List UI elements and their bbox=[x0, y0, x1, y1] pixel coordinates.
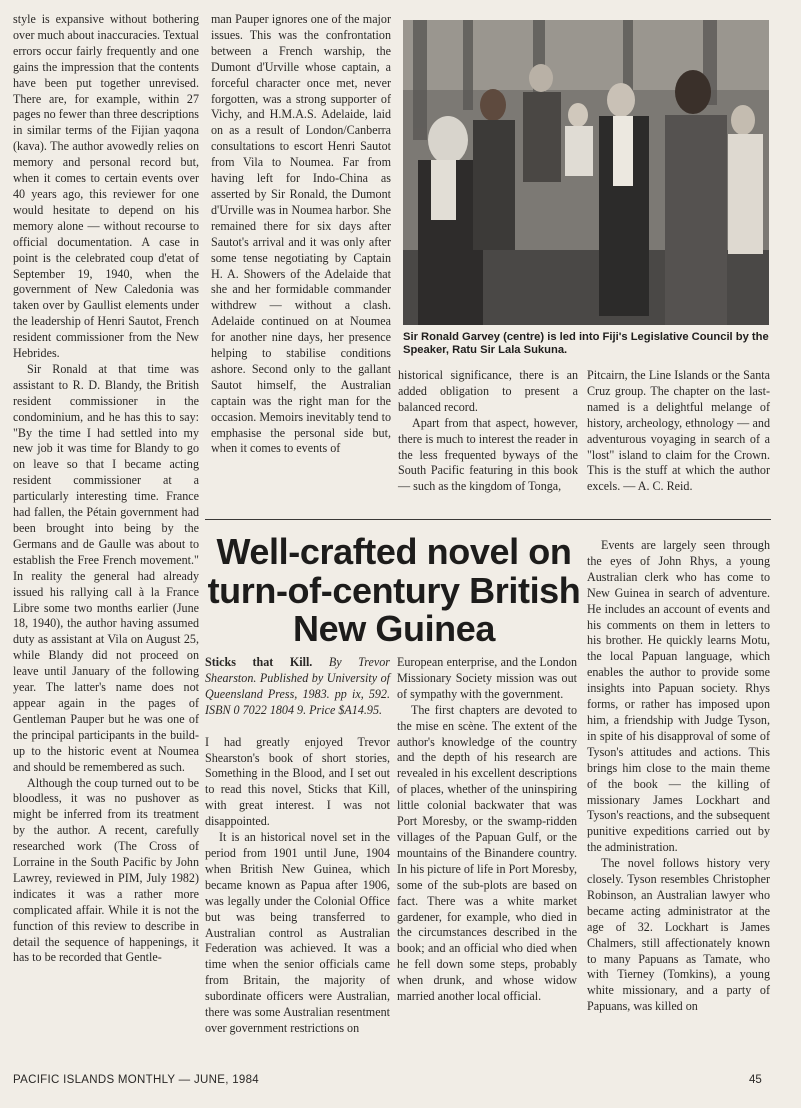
article-paragraph: Events are largely seen through the eyes of John Rhys, a young Australian clerk who has come to New Guinea in search of adventure. He includes an account of events and his comments on them in letters to his brother. He quickly learns Motu, the local Papuan language, which enables the author to provide some insights into Papuan society. Rhys forms, or rather has imposed upon him, a friendship with Judge Tyson, in spite of his disapproval of some of Tyson's attitudes and actions. This brings him close to the main theme of the book — the killing of missionary James Lockhart and Tyson's reactions, and the subsequent punitive expeditions carried out by the administration. bbox=[587, 538, 770, 855]
review-paragraph: Although the coup turned out to be bloodless, it was no pushover as might be inferred from its treatment by the author. A recent, carefully researched work (The Cross of Lorraine in the South Pacific by John Lawrey, reviewed in PIM, July 1982) indicates it was a rather more complicated affair. While it is not the function of this review to describe in detail the sequence of happenings, it has to be recorded that Gentle- bbox=[13, 775, 199, 965]
publication-footer: PACIFIC ISLANDS MONTHLY — JUNE, 1984 bbox=[13, 1074, 259, 1086]
review-column-fourth bbox=[587, 368, 770, 495]
article-column-right bbox=[587, 538, 770, 1015]
review-column-second bbox=[211, 12, 391, 457]
review-paragraph: historical significance, there is an added obligation to present a balanced record. bbox=[398, 368, 578, 414]
photo-caption: Sir Ronald Garvey (centre) is led into Fiji's Legislative Council by the Speaker, Ratu Sir Lala Sukuna. bbox=[403, 331, 769, 356]
review-column-left bbox=[13, 12, 199, 966]
photo-legislative-council bbox=[403, 20, 769, 325]
review-column-third bbox=[398, 368, 578, 495]
review-paragraph: Apart from that aspect, however, there is much to interest the reader in the less frequented byways of the South Pacific featuring in this book — such as the kingdom of Tonga, bbox=[398, 415, 578, 494]
article-headline: Well-crafted novel on turn-of-century British New Guinea bbox=[207, 531, 581, 649]
article-paragraph: The first chapters are devoted to the mise en scène. The extent of the author's knowledge of the country and the depth of his research are revealed in his excellent descriptions of places, whether of the uninspiring little colonial backwater that was Port Moresby, or the swamp-ridden villages of the Papuan Gulf, or the mountains of the Binandere country. In his picture of life in Port Moresby, some of the sub-plots are based on fact. There was a white market gardener, for example, who died in the circumstances described in the book; and an official who died when he fell down some steps, probably when drunk, and whose widow married another local official. bbox=[397, 702, 577, 1004]
book-title: Sticks that Kill. bbox=[205, 655, 313, 669]
article-column-middle bbox=[397, 655, 577, 1005]
review-paragraph: style is expansive without bothering over much about inaccuracies. Textual errors occur fairly frequently and one gains the impression that the contents have been put together unrevised. There are, for example, within 27 pages no fewer than three descriptions in similar terms of the Fijian yaqona (kava). The author avowedly relies on memory and personal record but, when it comes to certain events over 40 years ago, this reviewer for one would hesitate to depend on his memory alone — without recourse to official documentation. A case in point is the celebrated coup d'etat of September 19, 1940, when the government of New Caledonia was taken over by Gaullist elements under the leadership of Henri Sautot, French resident commissioner from the New Hebrides. bbox=[13, 12, 199, 361]
section-divider bbox=[205, 519, 771, 520]
article-paragraph: It is an historical novel set in the period from 1901 until June, 1904 when British New Guinea, which became known as Papua after 1906, was legally under the Colonial Office but was being transferred to Australian control as Australian Federation was achieved. It was a time when the senior officials came from Britain, the majority of subordinate officers were Australian, there was some Australian resentment over government restrictions on bbox=[205, 830, 390, 1035]
article-column-left bbox=[205, 655, 390, 1037]
review-paragraph: man Pauper ignores one of the major issues. This was the confrontation between a French warship, the Dumont d'Urville whose captain, a forceful character once met, never forgotten, was a strong supporter of Vichy, and H.M.A.S. Adelaide, laid on as a result of London/Canberra consultations to escort Henri Sautot from Vila to Noumea. Far from having left for Indo-China as asserted by Sir Ronald, the Dumont d'Urville was in Noumea harbor. She remained there for six days after Sautot's arrival and it was only after some tense negotiating by Captain H. A. Showers of the Adelaide that she and her formidable commander withdrew — without a clash. Adelaide continued on at Noumea for another nine days, her presence helping to stabilise conditions ashore. Second only to the gallant Sautot himself, the Australian captain was the right man for the occasion. Memoirs inevitably tend to emphasise the personal side but, when it comes to events of bbox=[211, 12, 391, 456]
book-citation bbox=[205, 655, 390, 719]
article-paragraph: I had greatly enjoyed Trevor Shearston's book of short stories, Something in the Blood, and I set out to read this novel, Sticks that Kill, with great interest. I was not disappointed. bbox=[205, 734, 390, 829]
review-paragraph: Pitcairn, the Line Islands or the Santa Cruz group. The chapter on the last-named is a delightful melange of history, archeology, ethnology — and adventurous voyaging in search of a "lost" island to claim for the Crown. This is the stuff at which the author excels. — A. C. Reid. bbox=[587, 368, 770, 494]
page-number: 45 bbox=[749, 1074, 762, 1086]
book-details: By Trevor Shearston. Published by University of Queensland Press, 1983. pp ix, 592. ISBN 0 7022 1804 9. Price $A14.95. bbox=[205, 655, 390, 717]
article-paragraph: European enterprise, and the London Missionary Society mission was out of sympathy with the government. bbox=[397, 655, 577, 701]
review-paragraph: Sir Ronald at that time was assistant to R. D. Blandy, the British resident commissioner in the condominium, and he has this to say: "By the time I had settled into my new job it was time for Blandy to go on leave so that I became acting resident commissioner at a particularly interesting time. France had fallen, the Pétain government had been brought into being by the Germans and de Gaulle was about to establish the Free French movement." In reality the general had already issued his rallying call à la France Libre some two months earlier (June 18, 1940), the author having assumed duty as assistant at Vila on August 25, while Blandy did not proceed on leave until January of the following year. The latter's name does not appear again in the pages of Gentleman Pauper but he was one of the principal participants in the build-up to the historic event at Noumea and should be remembered as such. bbox=[13, 361, 199, 774]
article-paragraph: The novel follows history very closely. Tyson resembles Christopher Robinson, an Australian lawyer who became acting administrator at the age of 32. Lockhart is James Chalmers, still affectionately known to many Papuans as Tamate, who with Tierney (Tomkins), a young white missionary, and a party of Papuans, was killed on bbox=[587, 856, 770, 1014]
photo-image bbox=[403, 20, 769, 325]
